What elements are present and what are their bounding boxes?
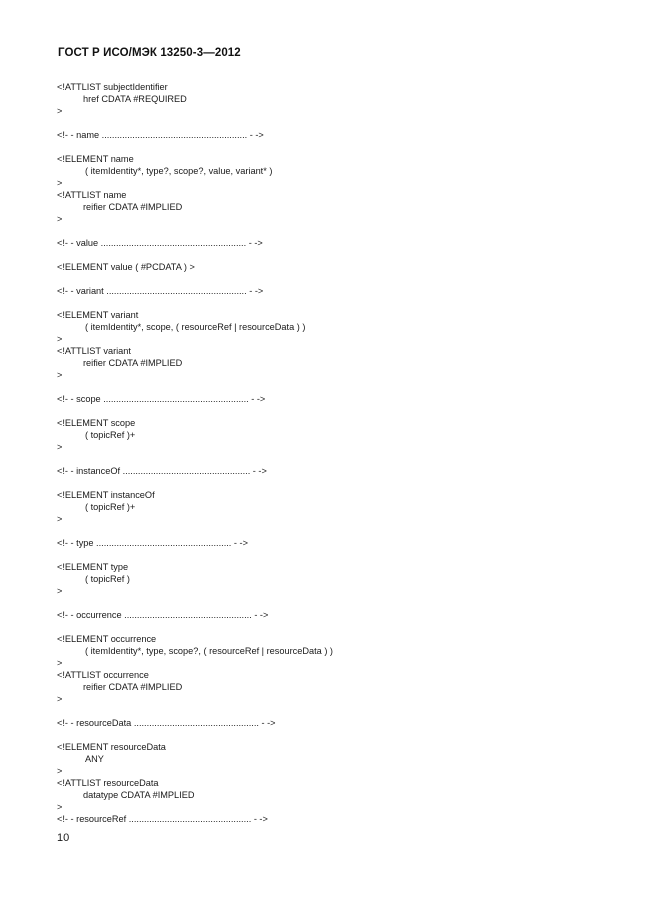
- code-line: reifier CDATA #IMPLIED: [83, 202, 183, 212]
- code-line: <!ATTLIST occurrence: [57, 670, 149, 680]
- code-line: ( topicRef )+: [85, 502, 136, 512]
- comment-line-scope: <!- - scope ......................................................... - ->: [57, 394, 266, 404]
- code-line: href CDATA #REQUIRED: [83, 94, 187, 104]
- comment-line-instanceof: <!- - instanceOf .................................................. - ->: [57, 466, 267, 476]
- page-header: ГОСТ Р ИСО/МЭК 13250-3—2012: [58, 47, 241, 59]
- comment-line-type: <!- - type ..................................................... - ->: [57, 538, 248, 548]
- comment-line-resourceref: <!- - resourceRef ................................................ - ->: [57, 814, 268, 824]
- code-line: >: [57, 370, 63, 380]
- comment-line-variant: <!- - variant ....................................................... - ->: [57, 286, 264, 296]
- code-line: ( itemIdentity*, type, scope?, ( resourceRef | resourceData ) ): [85, 646, 333, 656]
- code-line: reifier CDATA #IMPLIED: [83, 682, 183, 692]
- code-line: <!ELEMENT instanceOf: [57, 490, 155, 500]
- code-line: >: [57, 106, 63, 116]
- code-line: >: [57, 694, 63, 704]
- code-line: <!ELEMENT scope: [57, 418, 136, 428]
- code-line: ( itemIdentity*, scope, ( resourceRef | resourceData ) ): [85, 322, 306, 332]
- comment-line-name: <!- - name ......................................................... - ->: [57, 130, 264, 140]
- comment-line-occurrence: <!- - occurrence .................................................. - ->: [57, 610, 269, 620]
- code-line: <!ATTLIST subjectIdentifier: [57, 82, 168, 92]
- code-line: >: [57, 802, 63, 812]
- code-line: <!ELEMENT resourceData: [57, 742, 166, 752]
- code-line: <!ELEMENT value ( #PCDATA ) >: [57, 262, 195, 272]
- code-line: >: [57, 178, 63, 188]
- code-line: <!ATTLIST variant: [57, 346, 131, 356]
- code-line: reifier CDATA #IMPLIED: [83, 358, 183, 368]
- code-line: <!ELEMENT variant: [57, 310, 139, 320]
- code-line: >: [57, 514, 63, 524]
- code-line: ( topicRef ): [85, 574, 130, 584]
- comment-line-resourcedata: <!- - resourceData ................................................. - ->: [57, 718, 276, 728]
- code-line: >: [57, 586, 63, 596]
- code-line: <!ELEMENT name: [57, 154, 134, 164]
- code-line: ( itemIdentity*, type?, scope?, value, variant* ): [85, 166, 273, 176]
- code-line: >: [57, 214, 63, 224]
- code-line: >: [57, 442, 63, 452]
- code-line: >: [57, 658, 63, 668]
- page-number: 10: [57, 832, 70, 844]
- code-line: <!ELEMENT occurrence: [57, 634, 157, 644]
- code-line: >: [57, 766, 63, 776]
- code-line: datatype CDATA #IMPLIED: [83, 790, 195, 800]
- code-line: <!ELEMENT type: [57, 562, 129, 572]
- code-line: ( topicRef )+: [85, 430, 136, 440]
- code-line: >: [57, 334, 63, 344]
- code-line: <!ATTLIST resourceData: [57, 778, 159, 788]
- code-line: ANY: [85, 754, 104, 764]
- dtd-listing: [57, 81, 617, 825]
- code-line: <!ATTLIST name: [57, 190, 127, 200]
- comment-line-value: <!- - value ......................................................... - ->: [57, 238, 263, 248]
